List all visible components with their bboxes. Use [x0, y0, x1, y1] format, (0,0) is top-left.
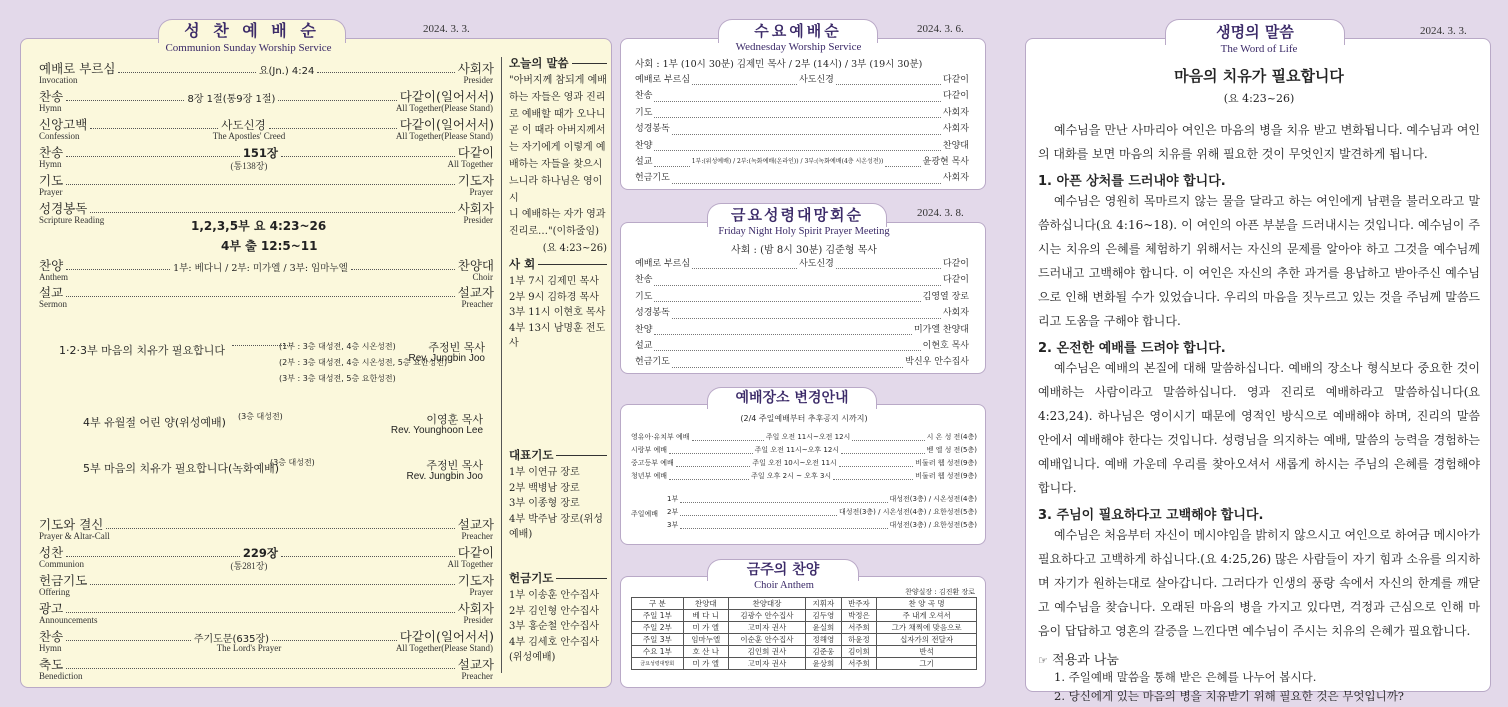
verse-line: 로 예배할 때가 오나니	[509, 108, 606, 120]
order-label: 찬송	[39, 89, 64, 104]
section-3-text: 예수님은 처음부터 자신이 메시야임을 밝히지 않으시고 여인으로 하여금 메시아가 필요하다고 고백하게 하십니다.(요 4:25,26) 많은 사람들이 자기 힘과 소유를 의지하며 자기가 원하는대로 살아갑니다. 그러다가 인생의 풍랑 속에서 자신의 한계를 깨닫고 예수님을 찾습니다. 오래된 마음의 병을 가지고 있다면, 걱정과 근심으로 인해 마음이 답답하고 영혼의 갈증을 느낀다면 예수님이 주시는 치유의 은혜가 필요합니다.	[1038, 528, 1480, 638]
order-detail: 주기도문(635장)	[193, 634, 270, 645]
rep-prayer-box	[509, 447, 607, 543]
sunday-title: 성 찬 예 배 순	[184, 21, 320, 40]
order-role-en: All Together	[447, 159, 493, 169]
order-label-en: Offering	[39, 587, 70, 597]
rep-prayer-entry: 4부 박주남 장로(위성예배)	[509, 513, 603, 540]
order-label-en: Announcements	[39, 615, 98, 625]
order-role: 기도자	[457, 573, 494, 588]
word-date: 2024. 3. 3.	[1420, 25, 1467, 37]
table-cell: 반석	[877, 646, 977, 658]
order-label-en: Prayer & Altar-Call	[39, 531, 110, 541]
table-row	[632, 610, 977, 622]
order-label-en: Hymn	[39, 159, 62, 169]
order-role: 다같이(일어서서)	[399, 629, 495, 644]
service-label: 설교	[635, 341, 653, 352]
sermon-preacher: 주정빈 목사	[426, 459, 483, 472]
anthem-label: 찬양	[39, 258, 64, 273]
service-row	[635, 154, 969, 170]
venue-title: 예배장소 변경안내	[735, 390, 849, 406]
table-cell: 그가 채찍에 맞음으로	[877, 622, 977, 634]
order-role: 다같이	[457, 545, 495, 560]
table-cell: 김준웅	[806, 646, 842, 658]
venue-sub-place: 대성전(3층) / 시온성전(4층)	[889, 495, 977, 503]
service-row	[635, 305, 969, 321]
order-role: 다같이(일어서서)	[399, 117, 494, 132]
word-intro: 예수님을 만난 사마리아 여인은 마음의 병을 치유 받고 변화됩니다. 예수님과 여인의 대화를 보면 마음의 치유를 위해 필요한 것이 무엇인지 발견하게 됩니다.	[1038, 123, 1480, 161]
order-label: 성경봉독	[39, 201, 88, 216]
verse-line: 배하는 자들을 찾으시	[509, 158, 603, 170]
anthem-tab	[707, 559, 859, 581]
order-label: 예배로 부르심	[39, 61, 116, 76]
venue-group: 시랑부 예배	[631, 446, 668, 454]
table-cell: 주일 2부	[632, 622, 684, 634]
order-detail-sub: The Apostles' Creed	[212, 131, 286, 141]
host-box	[509, 256, 607, 352]
rep-prayer-entry: 2부 백병남 장로	[509, 482, 580, 494]
service-role: 사회자	[942, 124, 969, 135]
table-row	[632, 634, 977, 646]
apply-item-1: 1. 주일예배 말씀을 통해 받은 은혜를 나누어 봅시다.	[1054, 670, 1317, 684]
word-body	[1038, 118, 1480, 706]
rep-prayer-entry: 3부 이종형 장로	[509, 498, 580, 509]
table-cell: 십자가의 전달자	[877, 634, 977, 646]
sermon-preacher: 주정빈 목사	[428, 341, 485, 354]
sermon-row	[39, 283, 494, 301]
offering-prayer-box	[509, 570, 607, 666]
anthem-title: 금주의 찬양	[746, 562, 820, 578]
order-role-en: Presider	[463, 615, 493, 625]
order-role-en: Prayer	[469, 187, 493, 197]
sunday-subtitle: Communion Sunday Worship Service	[165, 42, 332, 54]
sermon-venue: (2부 : 3층 대성전, 4층 시온성전, 5층 요한성전)	[279, 358, 448, 367]
venue-row	[631, 444, 977, 457]
table-cell: 김광수 안수집사	[728, 610, 805, 622]
verse-line: 니 예배하는 자가 영과	[509, 209, 606, 221]
service-label: 기도	[635, 291, 653, 302]
sermon-en: Sermon	[39, 299, 67, 309]
table-cell: 그기	[877, 658, 977, 670]
service-role: 사회자	[942, 308, 969, 319]
service-role: 사회자	[942, 173, 969, 184]
order-row	[39, 571, 494, 589]
service-row	[635, 105, 969, 121]
friday-subtitle: Friday Night Holy Spirit Prayer Meeting	[718, 226, 890, 237]
order-label: 기도와 결신	[39, 517, 104, 532]
anthem-en: Anthem	[39, 272, 68, 282]
service-role: 다같이	[942, 75, 969, 85]
service-label: 헌금기도	[635, 173, 670, 184]
anthem-role-en: Choir	[472, 272, 493, 282]
service-detail: 사도신경	[799, 75, 834, 85]
venue-sub-row	[667, 493, 977, 506]
sermon-main-title: 마음의 치유가 필요합니다	[1174, 67, 1344, 85]
table-cell: 주일 1부	[632, 610, 684, 622]
table-header: 구 분	[632, 598, 684, 610]
table-cell: 미 가 엘	[683, 622, 728, 634]
service-role: 윤광현 목사	[922, 157, 969, 168]
order-detail: 8장 1절(통9장 1절)	[187, 94, 276, 105]
sermon-venue: (1부 : 3층 대성전, 4층 시온성전)	[279, 342, 396, 351]
order-role: 설교자	[457, 517, 494, 532]
order-role: 기도자	[457, 173, 494, 188]
service-row	[635, 121, 969, 137]
sermon-label: 설교	[39, 285, 64, 300]
service-row	[635, 354, 969, 370]
service-label: 찬송	[635, 275, 653, 286]
service-role: 다같이	[942, 91, 969, 102]
service-label: 찬송	[635, 91, 653, 102]
word-title: 생명의 말씀	[1216, 23, 1294, 41]
order-role-en: Prayer	[469, 587, 493, 597]
venue-sub-place: 대성전(3층) / 시온성전(4층) / 요한성전(5층)	[838, 508, 977, 516]
anthem-choirs: 1부: 베다니 / 2부: 미가엘 / 3부: 임마누엘	[173, 263, 348, 274]
venue-sub-list	[667, 493, 977, 532]
order-label-en: Hymn	[39, 103, 62, 113]
sermon-preacher-en: Rev. Younghoon Lee	[390, 425, 483, 436]
anthem-role: 찬양대	[457, 258, 494, 273]
venue-group: 영유아·유치부 예배	[631, 433, 690, 441]
table-cell: 서주희	[841, 658, 877, 670]
table-cell: 정해영	[806, 634, 842, 646]
sermon-venue: (3부 : 3층 대성전, 5층 요한성전)	[279, 374, 396, 383]
wednesday-date: 2024. 3. 6.	[917, 23, 964, 35]
service-row	[635, 289, 969, 305]
section-3-title: 3. 주님이 필요하다고 고백해야 합니다.	[1038, 508, 1264, 523]
order-row	[39, 171, 494, 189]
service-row	[635, 272, 969, 288]
table-cell: 미 가 엘	[683, 658, 728, 670]
service-row	[635, 72, 969, 88]
service-label: 예배로 부르심	[635, 259, 691, 269]
venue-time: 주일 오후 2시 ~ 오후 3시	[751, 472, 832, 480]
service-role: 이현호 목사	[922, 341, 969, 352]
service-label: 예배로 부르심	[635, 75, 691, 85]
reading-ref-1: 1,2,3,5부 요 4:23~26	[191, 219, 327, 233]
table-row	[632, 658, 977, 670]
apply-header	[1038, 649, 1480, 668]
table-cell: 서주희	[841, 622, 877, 634]
order-row	[39, 199, 494, 217]
service-row	[635, 322, 969, 338]
sermon-block-2	[83, 411, 483, 436]
table-row	[632, 646, 977, 658]
table-header: 지휘자	[806, 598, 842, 610]
anthem-table	[631, 597, 977, 670]
verse-line: 곧 이 때라 아버지께서	[509, 125, 606, 137]
venue-place: 벧 엘 성 전(5층)	[926, 446, 977, 454]
offering-prayer-entry: 1부 이송훈 안수집사	[509, 590, 599, 601]
apply-item-2: 2. 당신에게 있는 마음의 병을 치유받기 위해 필요한 것은 무엇입니까?	[1054, 689, 1404, 703]
service-row	[635, 338, 969, 354]
sermon-title: 1·2·3부 마음의 치유가 필요합니다	[59, 344, 225, 357]
word-tab	[1165, 19, 1345, 45]
order-role: 다같이(일어서서)	[399, 89, 495, 104]
section-1-title: 1. 아픈 상처를 드러내야 합니다.	[1038, 174, 1226, 189]
service-detail: 사도신경	[799, 259, 834, 269]
wednesday-tab	[718, 19, 878, 43]
verse-line: 진리로…"(이하줄임)	[509, 226, 600, 238]
wednesday-title: 수요예배순	[754, 22, 842, 40]
service-detail: 1부:(위성예배) / 2부:(녹화예배(온라인)) / 3부:(녹화예배(4층 시온성전))	[691, 158, 884, 166]
order-label: 축도	[39, 657, 64, 672]
table-header: 찬양대	[683, 598, 728, 610]
venue-note: (2/4 주일예배부터 추후공지 시까지)	[740, 414, 868, 423]
table-cell: 김두영	[806, 610, 842, 622]
venue-place: 비둘러 웹 성전(9층)	[915, 459, 977, 467]
service-label: 설교	[635, 157, 653, 168]
service-role: 미가엘 찬양대	[913, 324, 969, 335]
table-cell: 베 다 니	[683, 610, 728, 622]
venue-row	[631, 431, 977, 444]
sermon-role-en: Preacher	[461, 299, 493, 309]
off-title: 헌금기도	[509, 571, 554, 585]
order-role-en: All Together(Please Stand)	[395, 643, 493, 653]
table-cell: 임마누엘	[683, 634, 728, 646]
sermon-preacher: 이영훈 목사	[426, 413, 483, 426]
order-role-en: Preacher	[461, 671, 493, 681]
table-cell: 고미자 권사	[728, 658, 805, 670]
wednesday-host: 사회 : 1부 (10시 30분) 김제민 목사 / 2부 (14시) / 3부 (19시 30분)	[635, 59, 923, 70]
sunday-tab	[158, 19, 346, 43]
service-label: 기도	[635, 107, 653, 118]
service-label: 찬양	[635, 324, 653, 335]
order-label-en: Scripture Reading	[39, 215, 105, 225]
table-cell: 박정은	[841, 610, 877, 622]
order-detail: 151장	[242, 146, 279, 160]
table-cell: 윤상희	[806, 658, 842, 670]
verse-title: 오늘의 말씀	[509, 56, 569, 70]
table-cell: 이순훈 안수집사	[728, 634, 805, 646]
venue-sub-row	[667, 506, 977, 519]
venue-group: 중고등부 예배	[631, 459, 674, 467]
host-title: 사 회	[509, 257, 536, 271]
order-label: 신앙고백	[39, 117, 88, 132]
table-cell: 금요성령대망회	[632, 658, 684, 670]
anthem-row	[39, 256, 494, 274]
verse-box	[509, 55, 607, 258]
venue-sub-part: 2부	[667, 508, 679, 516]
friday-panel	[620, 206, 986, 374]
venue-group: 청년부 예배	[631, 472, 668, 480]
table-cell: 김인희 권사	[728, 646, 805, 658]
section-2-text: 예수님은 예배의 본질에 대해 말씀하십니다. 예배의 장소나 형식보다 중요한 것이 예배하는 사람이라고 말씀하십니다. 영과 진리로 예배하라고 말씀하십니다(요 4:23,24). 하나님은 영이시기 때문에 영적인 방식으로 예배해야 하며, 진리의 말씀 안에서 예배해야 한다는 것입니다. 성령님을 의지하는 예배, 말씀의 능력을 경험하는 예배입니다. 예배 가운데 우리를 찾아오셔서 새롭게 하시는 주님의 은혜를 경험해야 합니다.	[1038, 361, 1480, 495]
venue-place: 비둘러 웹 성전(9층)	[915, 472, 977, 480]
sunday-panel	[20, 21, 612, 688]
table-header: 찬양대장	[728, 598, 805, 610]
service-role: 다같이	[942, 275, 969, 286]
venue-panel	[620, 390, 986, 545]
verse-line: (요 4:23~26)	[542, 242, 607, 254]
service-role: 찬양대	[942, 140, 969, 151]
host-entry: 2부 9시 김하경 목사	[509, 291, 599, 303]
apply-title: 적용과 나눔	[1052, 653, 1119, 668]
wednesday-subtitle: Wednesday Worship Service	[735, 41, 862, 53]
venue-list	[631, 431, 977, 483]
order-label-en: Hymn	[39, 643, 62, 653]
table-cell: 하윤정	[841, 634, 877, 646]
order-label: 성찬	[39, 545, 64, 560]
service-role: 김영열 장로	[922, 291, 969, 302]
wednesday-panel	[620, 22, 986, 190]
order-role: 사회자	[457, 61, 494, 76]
verse-line: 는 자기에게 이렇게 예	[509, 142, 606, 154]
order-role-en: All Together(Please Stand)	[395, 103, 493, 113]
sermon-title: 5부 마음의 치유가 필요합니다(녹화예배)	[83, 462, 280, 475]
order-detail-sub: (통138장)	[230, 161, 268, 171]
offering-prayer-entry: 3부 홍순철 안수집사	[509, 621, 599, 632]
sermon-title: 4부 유월절 어린 양(위성예배)	[83, 416, 226, 429]
order-role: 설교자	[457, 657, 494, 672]
service-role: 박신우 안수집사	[905, 357, 969, 368]
order-role-en: Preacher	[461, 531, 493, 541]
offering-prayer-entry: 2부 김인형 안수집사	[509, 605, 599, 617]
table-header: 반주자	[841, 598, 877, 610]
reading-ref-4: 4부 출 12:5~11	[221, 239, 318, 253]
order-row	[39, 59, 494, 77]
order-label: 헌금기도	[39, 573, 88, 588]
service-label: 성경봉독	[635, 308, 670, 319]
rep-title: 대표기도	[509, 448, 554, 462]
host-entry: 4부 13시 남명훈 전도사	[509, 322, 606, 349]
order-row	[39, 599, 494, 617]
order-label-en: Invocation	[39, 75, 78, 85]
venue-sub-part: 3부	[667, 521, 679, 529]
venue-row	[631, 470, 977, 483]
anthem-note: 찬양실장 : 김진환 장로	[905, 588, 975, 596]
word-subtitle: The Word of Life	[1220, 43, 1298, 55]
venue-time: 주일 오전 10시~오전 11시	[752, 459, 837, 467]
verse-line: 하는 자들은 영과 진리	[509, 91, 606, 103]
venue-row	[631, 457, 977, 470]
order-role-en: All Together	[447, 559, 493, 569]
verse-line: 느니라 하나님은 영이시	[509, 175, 603, 204]
order-role: 사회자	[457, 601, 494, 616]
order-detail: 요(Jn.) 4:24	[258, 66, 315, 77]
order-role: 다같이	[457, 145, 495, 160]
anthem-panel	[620, 562, 986, 688]
sermon-main-ref: (요 4:23~26)	[1223, 92, 1295, 105]
venue-tab	[707, 387, 877, 409]
table-row	[632, 622, 977, 634]
sermon-preacher-en: Rev. Jungbin Joo	[406, 471, 483, 482]
friday-date: 2024. 3. 8.	[917, 207, 964, 219]
service-label: 찬양	[635, 140, 653, 151]
order-detail: 사도신경	[221, 118, 266, 132]
venue-place: 시 온 성 전(4층)	[926, 433, 977, 441]
offering-prayer-entry: 4부 김세호 안수집사(위성예배)	[509, 636, 599, 663]
sermon-venue: (3층 대성전)	[270, 458, 315, 467]
service-label: 성경봉독	[635, 124, 670, 135]
table-cell: 주일 3부	[632, 634, 684, 646]
table-cell: 주 내게 오셔서	[877, 610, 977, 622]
verse-line: "아버지께 참되게 예배	[509, 75, 607, 86]
table-header: 찬 양 곡 명	[877, 598, 977, 610]
order-role: 사회자	[457, 201, 494, 216]
order-detail-sub: (통281장)	[230, 561, 268, 571]
section-2-title: 2. 온전한 예배를 드려야 합니다.	[1038, 341, 1226, 356]
order-role-en: Presider	[463, 75, 493, 85]
order-label-en: Communion	[39, 559, 85, 569]
order-row	[39, 655, 494, 673]
order-detail: 229장	[242, 546, 279, 560]
table-cell: 고미자 권사	[728, 622, 805, 634]
venue-sub-label: 주일예배	[631, 510, 659, 518]
order-detail-sub: The Lord's Prayer	[216, 643, 282, 653]
venue-time: 주일 오전 11시~오전 12시	[765, 433, 851, 441]
word-panel	[1025, 23, 1491, 703]
pointing-hand-icon: ☞	[1038, 654, 1048, 667]
service-role: 사회자	[942, 107, 969, 118]
order-label-en: Confession	[39, 131, 80, 141]
table-cell: 수요 1부	[632, 646, 684, 658]
sermon-role: 설교자	[457, 285, 494, 300]
order-role-en: Presider	[463, 215, 493, 225]
service-row	[635, 138, 969, 154]
venue-sub-part: 1부	[667, 495, 679, 503]
service-row	[635, 256, 969, 272]
order-role-en: All Together(Please Stand)	[395, 131, 493, 141]
friday-title: 금요성령대망회순	[731, 206, 863, 224]
friday-tab	[707, 203, 887, 227]
service-role: 다같이	[942, 259, 969, 269]
sermon-venue: (3층 대성전)	[238, 412, 283, 421]
wednesday-order-list	[635, 72, 969, 187]
service-label: 헌금기도	[635, 357, 670, 368]
sermon-block-1	[59, 339, 489, 383]
rep-prayer-entry: 1부 이연규 장로	[509, 467, 580, 478]
service-row	[635, 88, 969, 104]
host-entry: 3부 11시 이현호 목사	[509, 307, 606, 318]
venue-time: 주일 오전 11시~오후 12시	[754, 446, 840, 454]
sermon-block-3	[83, 457, 483, 482]
order-label-en: Prayer	[39, 187, 63, 197]
sunday-date: 2024. 3. 3.	[423, 23, 470, 35]
service-row	[635, 170, 969, 186]
section-1-text: 예수님은 영원히 목마르지 않는 물을 달라고 하는 여인에게 남편을 불러오라고 말씀하십니다(요 4:16~18). 이 여인의 아픈 부분을 드러내시는 것입니다. 예수님이 주시는 치유의 은혜를 체험하기 위해서는 자신의 문제를 알아야 하고 그것을 예수님께 드러내고 고백해야 합니다. 이 여인은 자신의 추한 과거를 용납하고 받아주신 예수님으로 인해 변화될 수가 있었습니다. 우리의 마음을 짓누르고 있는 것을 주님께 말씀드리고 도움을 구해야 합니다.	[1038, 194, 1480, 328]
table-cell: 윤실희	[806, 622, 842, 634]
sermon-preacher-en: Rev. Jungbin Joo	[408, 353, 485, 364]
anthem-subtitle: Choir Anthem	[754, 580, 814, 591]
friday-host: 사회 : (밤 8시 30분) 김준형 목사	[731, 245, 877, 256]
order-label: 찬송	[39, 629, 64, 644]
order-label: 찬송	[39, 145, 64, 160]
table-cell: 김이희	[841, 646, 877, 658]
order-label: 광고	[39, 601, 64, 616]
venue-sub-place: 대성전(3층) / 요한성전(5층)	[889, 521, 977, 529]
host-entry: 1부 7시 김제민 목사	[509, 276, 599, 287]
order-label-en: Benediction	[39, 671, 83, 681]
table-cell: 호 산 나	[683, 646, 728, 658]
friday-order-list	[635, 256, 969, 371]
order-label: 기도	[39, 173, 64, 188]
venue-sub-row	[667, 519, 977, 532]
